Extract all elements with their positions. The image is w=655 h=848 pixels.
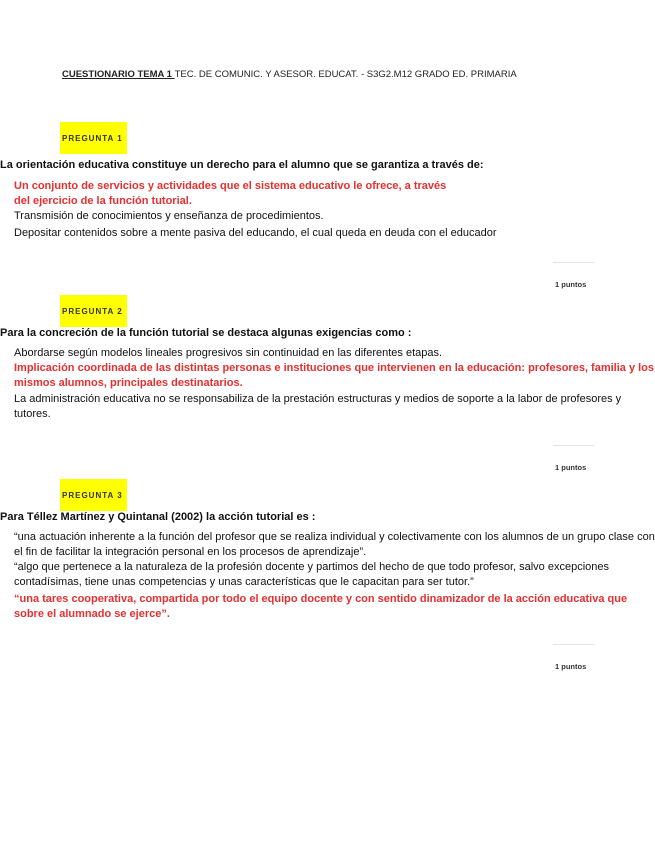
question-2-points: 1 puntos [555, 463, 587, 472]
question-1-badge: PREGUNTA 1 [60, 122, 127, 154]
question-3-option-2: “algo que pertenece a la naturaleza de la profesión docente y partimos del hecho de que todo profesor, salvo excepciones contadísimas, tiene unas competencias y unas características que le capacitan para ser tutor.” [14, 561, 610, 588]
question-1-points: 1 puntos [555, 280, 587, 289]
question-1-option-1: Un conjunto de servicios y actividades que el sistema educativo le ofrece, a través del ejercicio de la función tutorial. [14, 180, 447, 207]
question-3-text: Para Téllez Martínez y Quintanal (2002) la acción tutorial es : [0, 511, 316, 523]
question-1-option-2: Transmisión de conocimientos y enseñanza de procedimientos. [14, 210, 324, 222]
header-course: TEC. DE COMUNIC. Y ASESOR. EDUCAT. - S3G2.M12 GRADO ED. PRIMARIA [174, 69, 517, 80]
question-2-option-2: Implicación coordinada de las distintas personas e instituciones que intervienen en la educación: profesores, familia y los mismos alumnos, principales destinatarios. [14, 362, 655, 389]
question-2-badge: PREGUNTA 2 [60, 295, 127, 327]
header-title: CUESTIONARIO TEMA 1 [62, 69, 175, 80]
question-3-badge: PREGUNTA 3 [60, 479, 127, 511]
question-1-text: La orientación educativa constituye un derecho para el alumno que se garantiza a través de: [0, 159, 484, 171]
question-2-text: Para la concreción de la función tutorial se destaca algunas exigencias como : [0, 327, 412, 339]
points-divider [553, 644, 594, 645]
points-divider [553, 445, 594, 446]
question-1-option-3: Depositar contenidos sobre a mente pasiva del educando, el cual queda en deuda con el educador [14, 227, 497, 239]
question-3-option-3: “una tares cooperativa, compartida por todo el equipo docente y con sentido dinamizador de la acción educativa que sobre el alumnado se ejerce”. [14, 593, 628, 620]
points-divider [553, 262, 594, 263]
question-2-option-3: La administración educativa no se responsabiliza de la prestación estructuras y medios de soporte a la labor de profesores y tutores. [14, 393, 622, 420]
question-2-option-1: Abordarse según modelos lineales progresivos sin continuidad en las diferentes etapas. [14, 347, 443, 359]
document-header [62, 69, 517, 80]
question-3-points: 1 puntos [555, 662, 587, 671]
question-3-option-1: “una actuación inherente a la función del profesor que se realiza individual y colectivamente con los alumnos de un grupo clase con el fin de facilitar la integración personal en los procesos de aprendizaje”. [14, 531, 655, 558]
